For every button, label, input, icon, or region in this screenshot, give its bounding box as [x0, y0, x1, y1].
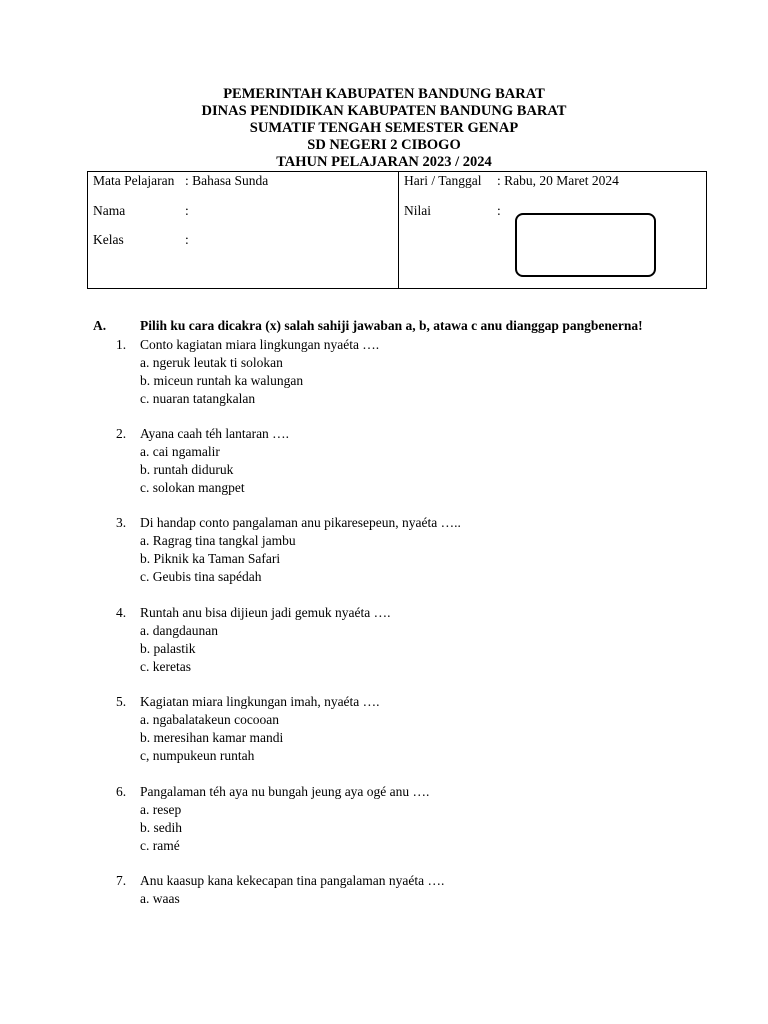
question-text: Kagiatan miara lingkungan imah, nyaéta ….: [140, 694, 380, 709]
option-c[interactable]: c. ramé: [140, 838, 180, 853]
question-6: [116, 783, 429, 855]
name-field[interactable]: [93, 203, 189, 219]
option-c[interactable]: c. Geubis tina sapédah: [140, 569, 262, 584]
question-number: 7.: [116, 873, 127, 888]
student-info-table: [87, 171, 707, 289]
question-number: 5.: [116, 694, 127, 709]
option-a[interactable]: a. cai ngamalir: [140, 444, 220, 459]
class-label: Kelas: [93, 232, 124, 247]
header-line-exam-title: SUMATIF TENGAH SEMESTER GENAP: [249, 120, 519, 136]
question-2: [116, 425, 289, 497]
score-label: Nilai: [404, 203, 431, 218]
option-a[interactable]: a. ngabalatakeun cocooan: [140, 712, 280, 727]
name-colon: :: [185, 203, 189, 218]
question-text: Pangalaman téh aya nu bungah jeung aya ogé anu ….: [140, 784, 430, 799]
question-number: 1.: [116, 337, 127, 352]
document-header: [0, 86, 768, 171]
score-box[interactable]: [515, 213, 656, 277]
option-b[interactable]: b. palastik: [140, 641, 196, 656]
header-line-school: SD NEGERI 2 CIBOGO: [307, 137, 461, 153]
question-3: [116, 514, 461, 586]
option-a[interactable]: a. dangdaunan: [140, 623, 218, 638]
section-a-instruction: [93, 318, 643, 334]
option-a[interactable]: a. waas: [140, 891, 180, 906]
option-b[interactable]: b. meresihan kamar mandi: [140, 730, 284, 745]
question-5: [116, 693, 380, 765]
subject-label: Mata Pelajaran: [93, 173, 175, 188]
header-line-government: PEMERINTAH KABUPATEN BANDUNG BARAT: [223, 86, 545, 102]
question-7: [116, 872, 444, 908]
option-a[interactable]: a. resep: [140, 802, 182, 817]
class-colon: :: [185, 232, 189, 247]
question-text: Runtah anu bisa dijieun jadi gemuk nyaéta ….: [140, 605, 391, 620]
option-b[interactable]: b. Piknik ka Taman Safari: [140, 551, 281, 566]
question-number: 4.: [116, 605, 127, 620]
question-number: 6.: [116, 784, 127, 799]
class-field[interactable]: [93, 232, 189, 248]
date-value: : Rabu, 20 Maret 2024: [497, 173, 619, 188]
table-divider: [398, 172, 399, 288]
option-c[interactable]: c. nuaran tatangkalan: [140, 391, 256, 406]
score-field: [404, 203, 501, 219]
score-colon: :: [497, 203, 501, 218]
header-line-agency: DINAS PENDIDIKAN KABUPATEN BANDUNG BARAT: [201, 103, 567, 119]
question-number: 3.: [116, 515, 127, 530]
option-a[interactable]: a. ngeruk leutak ti solokan: [140, 355, 283, 370]
name-label: Nama: [93, 203, 126, 218]
question-text: Anu kaasup kana kekecapan tina pangalaman nyaéta ….: [140, 873, 445, 888]
question-number: 2.: [116, 426, 127, 441]
question-text: Di handap conto pangalaman anu pikaresepeun, nyaéta …..: [140, 515, 461, 530]
date-field: [404, 173, 619, 189]
option-a[interactable]: a. Ragrag tina tangkal jambu: [140, 533, 296, 548]
question-text: Ayana caah téh lantaran ….: [140, 426, 290, 441]
subject-field: [93, 173, 268, 189]
option-c[interactable]: c. solokan mangpet: [140, 480, 245, 495]
section-letter: A.: [93, 318, 107, 333]
option-c[interactable]: c. keretas: [140, 659, 191, 674]
subject-value: : Bahasa Sunda: [185, 173, 269, 188]
question-1: [116, 336, 379, 408]
option-b[interactable]: b. runtah diduruk: [140, 462, 234, 477]
option-c[interactable]: c, numpukeun runtah: [140, 748, 255, 763]
date-label: Hari / Tanggal: [404, 173, 482, 188]
header-line-school-year: TAHUN PELAJARAN 2023 / 2024: [276, 154, 492, 170]
question-4: [116, 604, 390, 676]
section-instruction-text: Pilih ku cara dicakra (x) salah sahiji jawaban a, b, atawa c anu dianggap pangbenerna!: [140, 318, 643, 333]
option-b[interactable]: b. sedih: [140, 820, 182, 835]
question-text: Conto kagiatan miara lingkungan nyaéta ….: [140, 337, 380, 352]
option-b[interactable]: b. miceun runtah ka walungan: [140, 373, 304, 388]
